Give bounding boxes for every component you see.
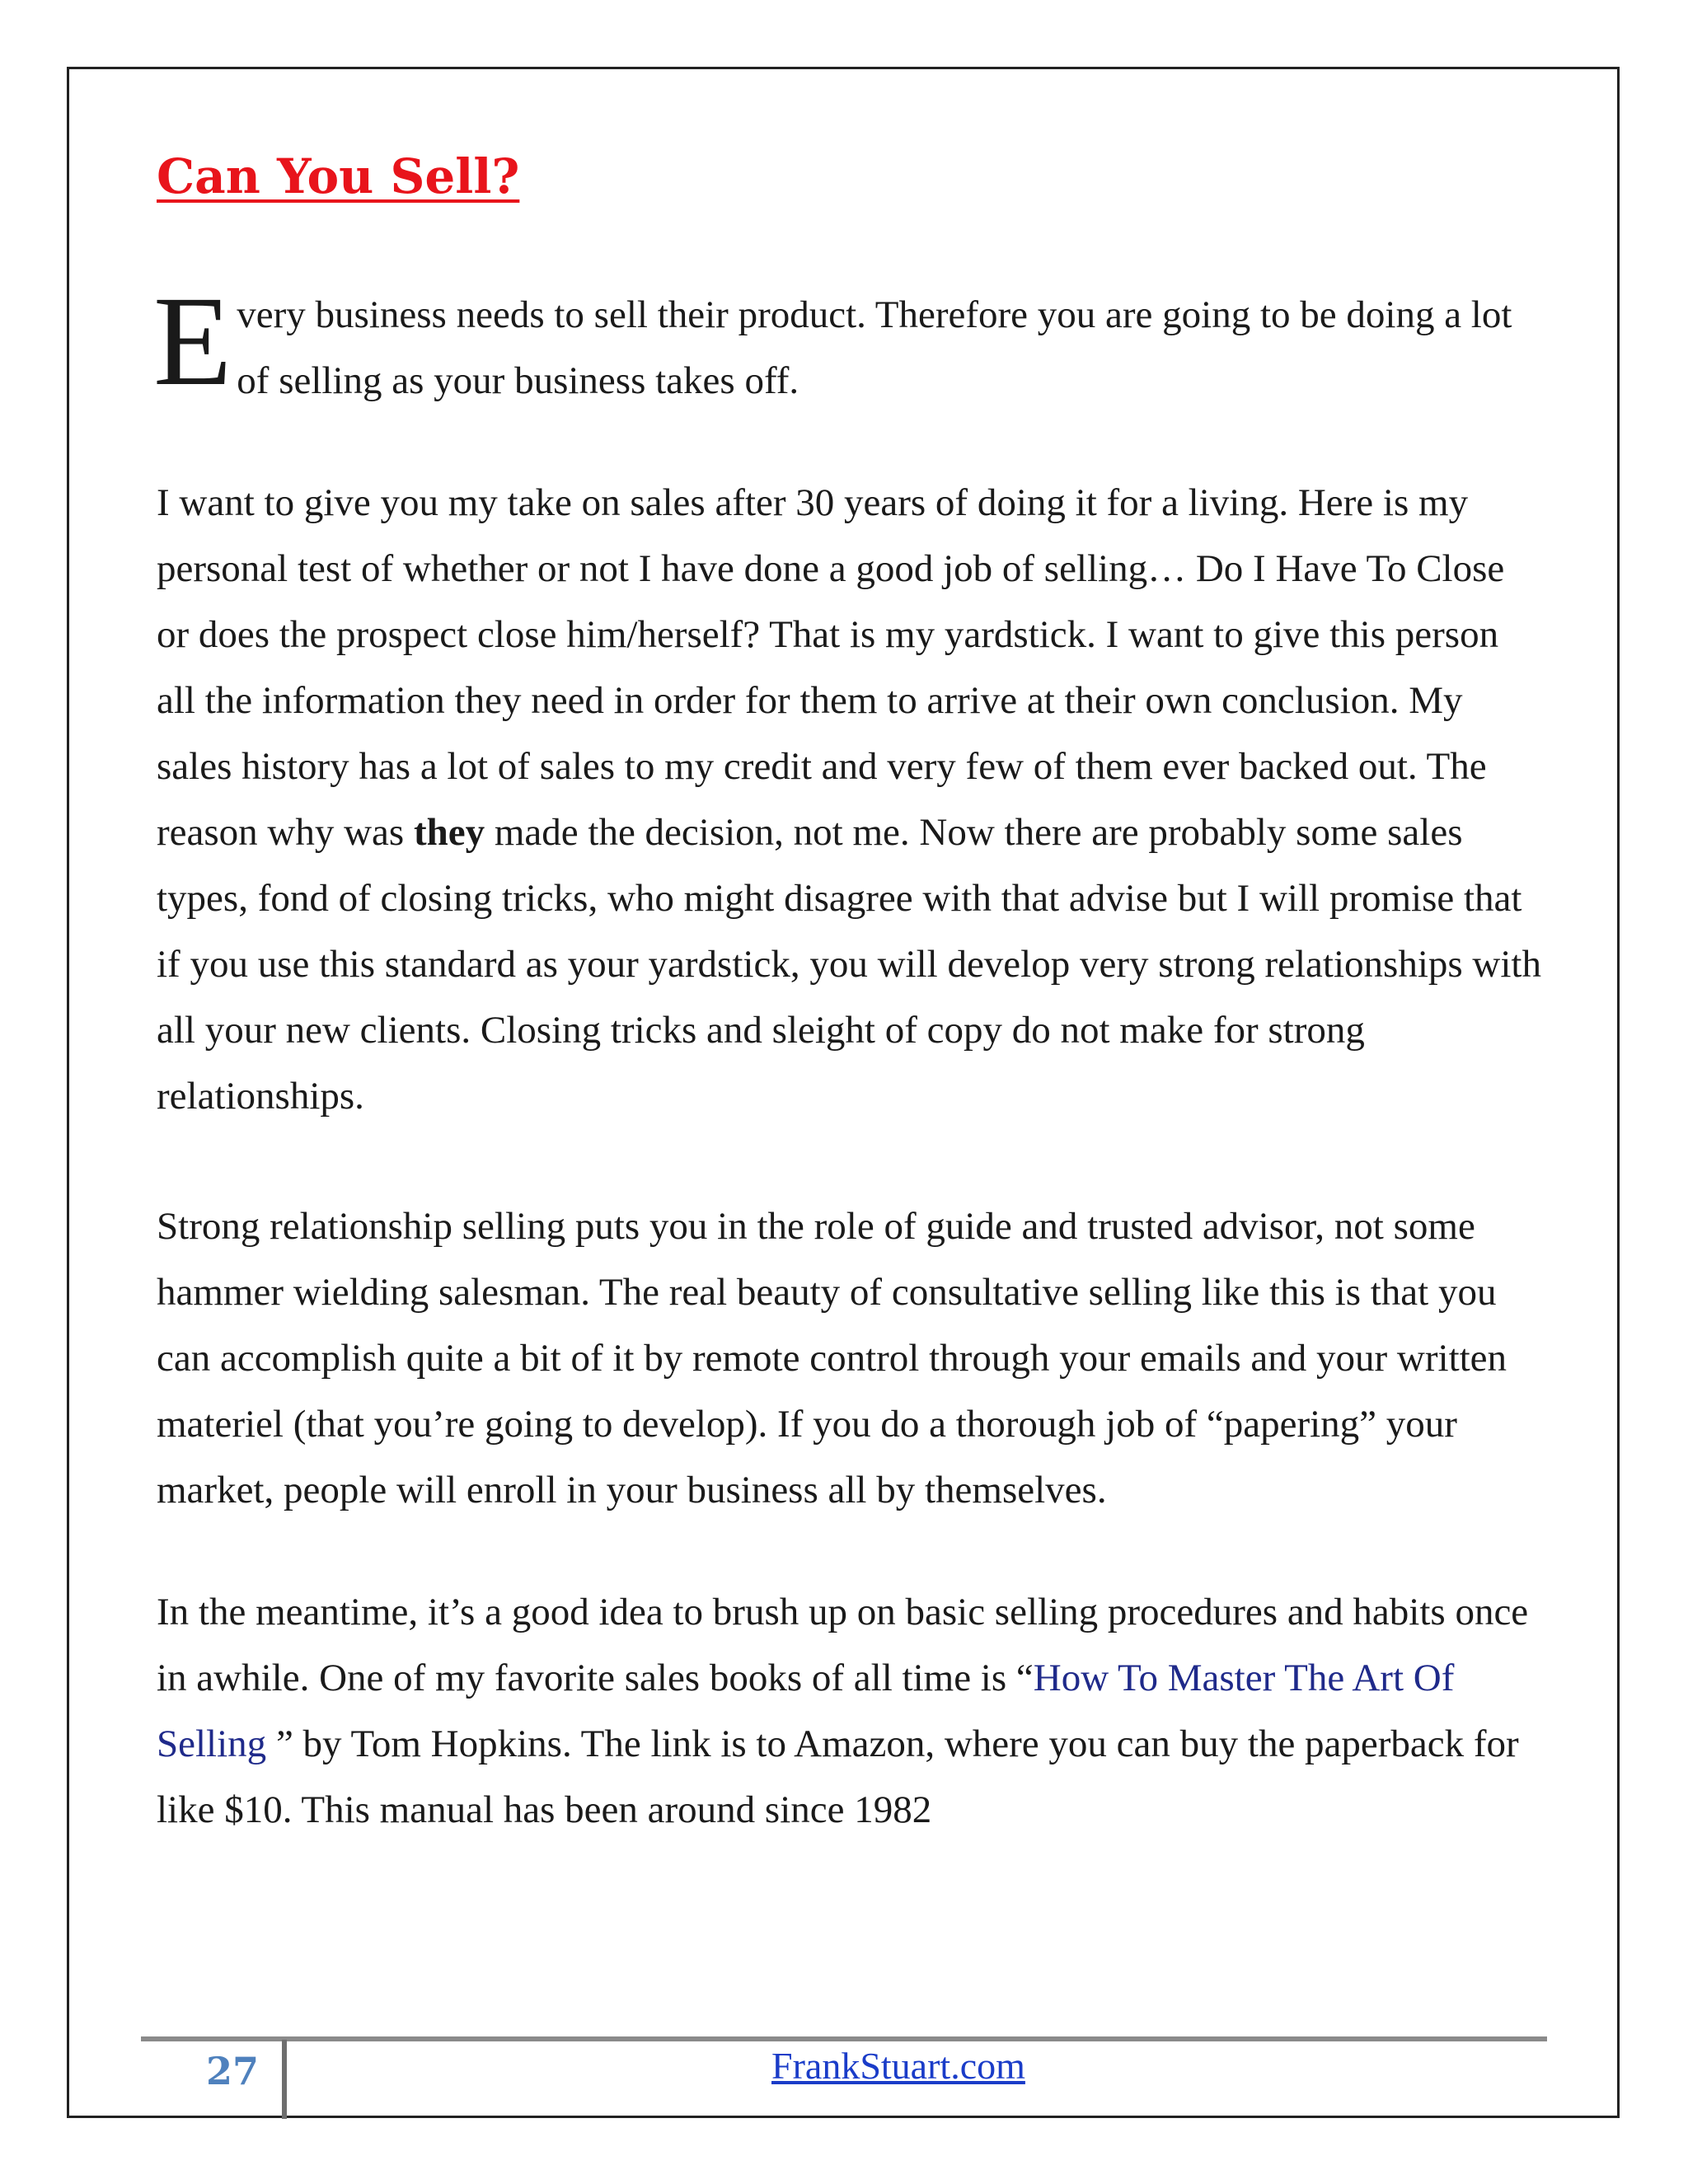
book-link[interactable]: How To Master The Art Of Selling [157, 1656, 1455, 1765]
paragraph-selling-test [157, 470, 1541, 1129]
paragraph-relationship-selling: Strong relationship selling puts you in the role of guide and trusted advisor, not some hammer wielding salesman. The real beauty of consultative selling like this is that you can accomplish quite a bit of it by remote control through your emails and your written materiel (that you’re going to develop). If you do a thorough job of “papering” your market, people will enroll in your business all by themselves. [157, 1204, 1507, 1511]
footer-vertical-divider [282, 2040, 287, 2119]
paragraph-text: ” by Tom Hopkins. The link is to Amazon, where you can buy the paperback for like $10. This manual has been around since 1982 [157, 1722, 1519, 1831]
bold-emphasis: they [413, 810, 485, 854]
intro-text: very business needs to sell their product. Therefore you are going to be doing a lot of selling as your business takes off. [237, 293, 1512, 402]
intro-paragraph [153, 269, 1541, 414]
page-title: Can You Sell? [157, 148, 520, 204]
paragraph-text: I want to give you my take on sales after 30 years of doing it for a living. Here is my personal test of whether or not I have done a good job of selling… Do I Have To Close or does the prospect close him/herself? That is my yardstick. I want to give this person all the information they need in order for them to arrive at their own conclusion. My sales history has a lot of sales to my credit and very few of them ever backed out. The reason why was [157, 480, 1505, 854]
paragraph-text: In the meantime, it’s a good idea to brush up on basic selling procedures and habits once in awhile. One of my favorite sales books of all time is “ [157, 1590, 1529, 1699]
website-link[interactable]: FrankStuart.com [771, 2045, 1025, 2087]
drop-cap: E [153, 269, 232, 412]
page-content [153, 148, 1541, 1843]
paragraph-text: made the decision, not me. Now there are probably some sales types, fond of closing tricks, who might disagree with that advise but I will promise that if you use this standard as your yardstick, you will develop very strong relationships with all your new clients. Closing tricks and sleight of copy do not make for strong relationships. [157, 810, 1541, 1118]
paragraph-book-recommendation [157, 1579, 1541, 1843]
page-number: 27 [206, 2049, 260, 2093]
